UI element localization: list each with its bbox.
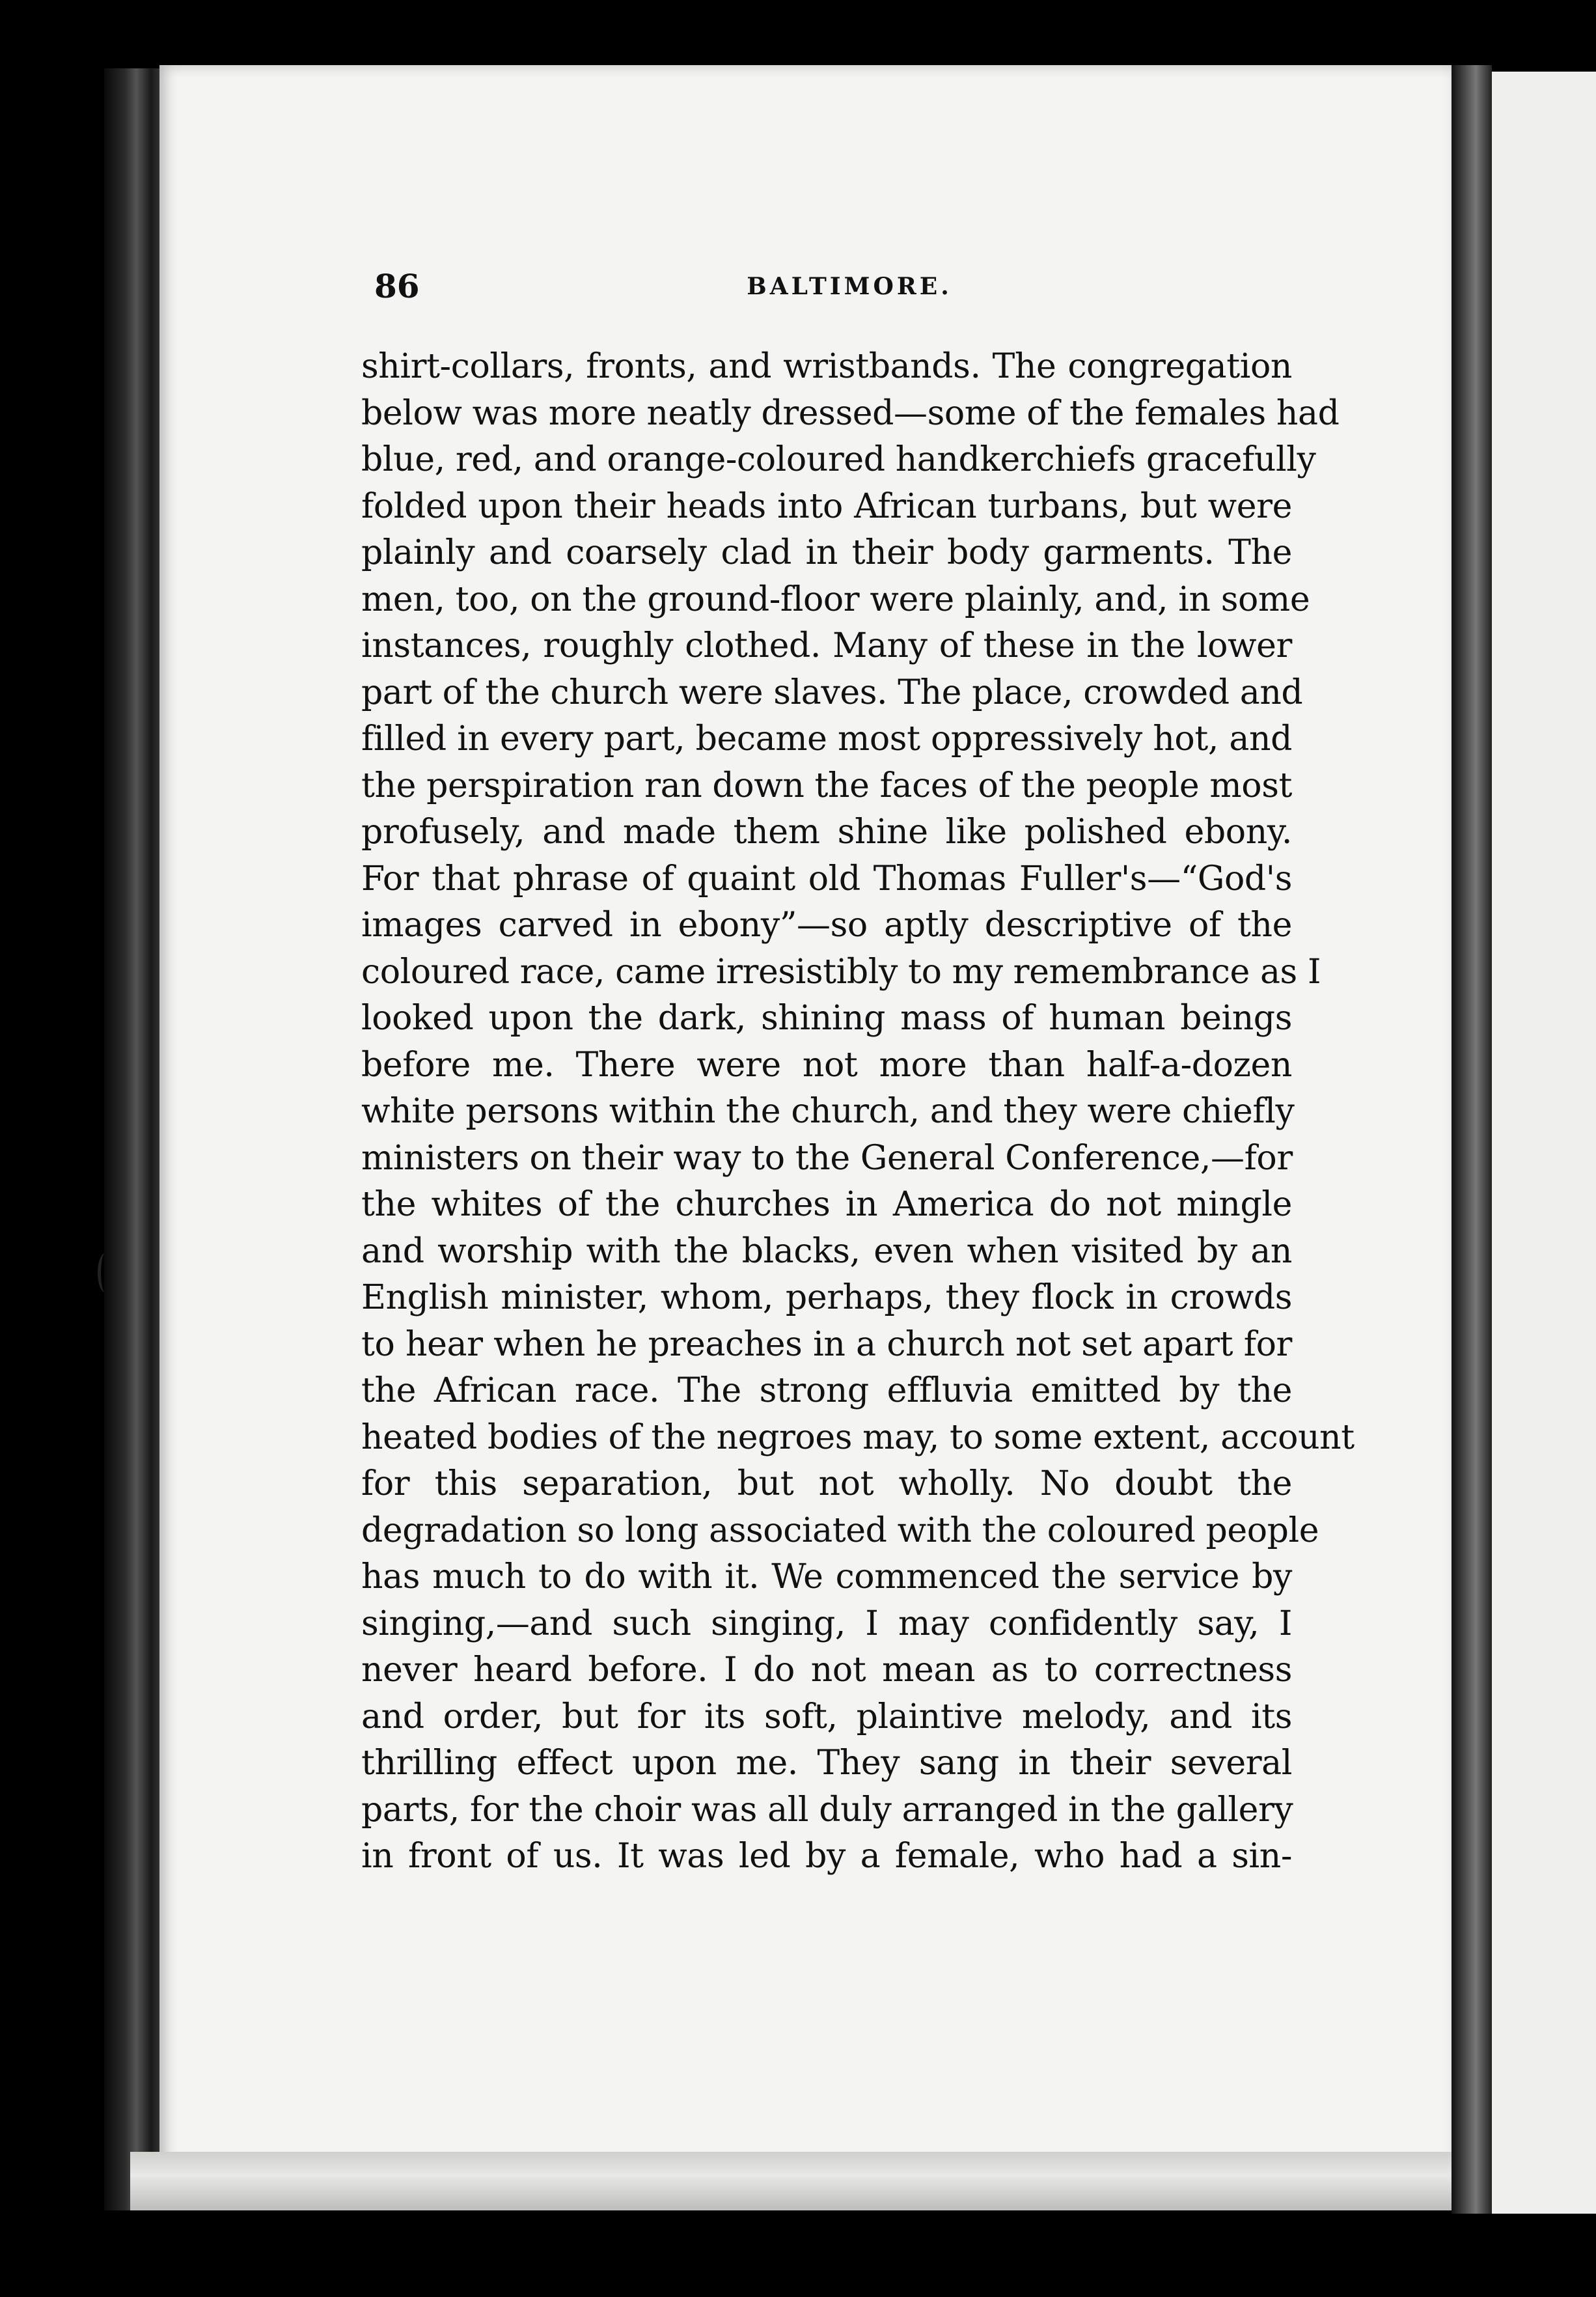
text-line: images carved in ebony”—so aptly descriptive of the	[361, 906, 1292, 945]
text-line: thrilling effect upon me. They sang in their several	[361, 1744, 1292, 1783]
text-line: and order, but for its soft, plaintive melody, and its	[361, 1697, 1292, 1736]
text-line: has much to do with it. We commenced the service by	[361, 1557, 1292, 1596]
page-header	[374, 260, 1325, 313]
text-line: the perspiration ran down the faces of the people most	[361, 766, 1292, 805]
text-line: ministers on their way to the General Conference,—for	[361, 1138, 1293, 1178]
text-line: and worship with the blacks, even when visited by an	[361, 1231, 1292, 1271]
text-line: the whites of the churches in America do not mingle	[361, 1185, 1292, 1224]
text-line: instances, roughly clothed. Many of these in the lower	[361, 626, 1292, 665]
page-bottom-edge	[130, 2152, 1458, 2210]
text-line: below was more neatly dressed—some of the females had	[361, 393, 1340, 433]
text-line: degradation so long associated with the coloured people	[361, 1510, 1319, 1550]
margin-mark	[98, 1253, 113, 1292]
text-line: heated bodies of the negroes may, to some extent, account	[361, 1417, 1355, 1457]
text-line: looked upon the dark, shining mass of human beings	[361, 999, 1292, 1038]
facing-page-gutter	[1452, 65, 1492, 2214]
text-line: folded upon their heads into African turbans, but were	[361, 486, 1292, 526]
text-line: coloured race, came irresistibly to my remembrance as I	[361, 952, 1321, 992]
text-line: For that phrase of quaint old Thomas Fuller's—“God's	[361, 859, 1292, 898]
text-line: shirt-collars, fronts, and wristbands. The congregation	[361, 347, 1292, 386]
text-line: plainly and coarsely clad in their body garments. The	[361, 533, 1292, 572]
text-line: parts, for the choir was all duly arranged in the gallery	[361, 1790, 1293, 1830]
book-spine-edge	[104, 68, 163, 2210]
page-number: 86	[374, 267, 420, 305]
body-text	[361, 344, 1355, 1880]
text-line: never heard before. I do not mean as to correctness	[361, 1650, 1292, 1690]
running-head: BALTIMORE.	[747, 273, 952, 300]
text-line: in front of us. It was led by a female, who had a sin-	[361, 1837, 1292, 1876]
text-line: English minister, whom, perhaps, they flock in crowds	[361, 1278, 1292, 1317]
text-line: for this separation, but not wholly. No doubt the	[361, 1464, 1292, 1503]
text-line: to hear when he preaches in a church not set apart for	[361, 1324, 1292, 1364]
text-line: before me. There were not more than half-a-dozen	[361, 1045, 1292, 1085]
text-line: the African race. The strong effluvia emitted by the	[361, 1371, 1292, 1410]
text-line: blue, red, and orange-coloured handkerchiefs gracefully	[361, 440, 1316, 479]
text-line: profusely, and made them shine like polished ebony.	[361, 813, 1292, 852]
text-line: singing,—and such singing, I may confidently say, I	[361, 1604, 1292, 1643]
facing-page-edge	[1492, 72, 1596, 2214]
text-line: white persons within the church, and they were chiefly	[361, 1092, 1295, 1131]
text-line: part of the church were slaves. The place, crowded and	[361, 673, 1303, 712]
text-line: filled in every part, became most oppressively hot, and	[361, 719, 1292, 759]
text-line: men, too, on the ground-floor were plainly, and, in some	[361, 579, 1310, 619]
